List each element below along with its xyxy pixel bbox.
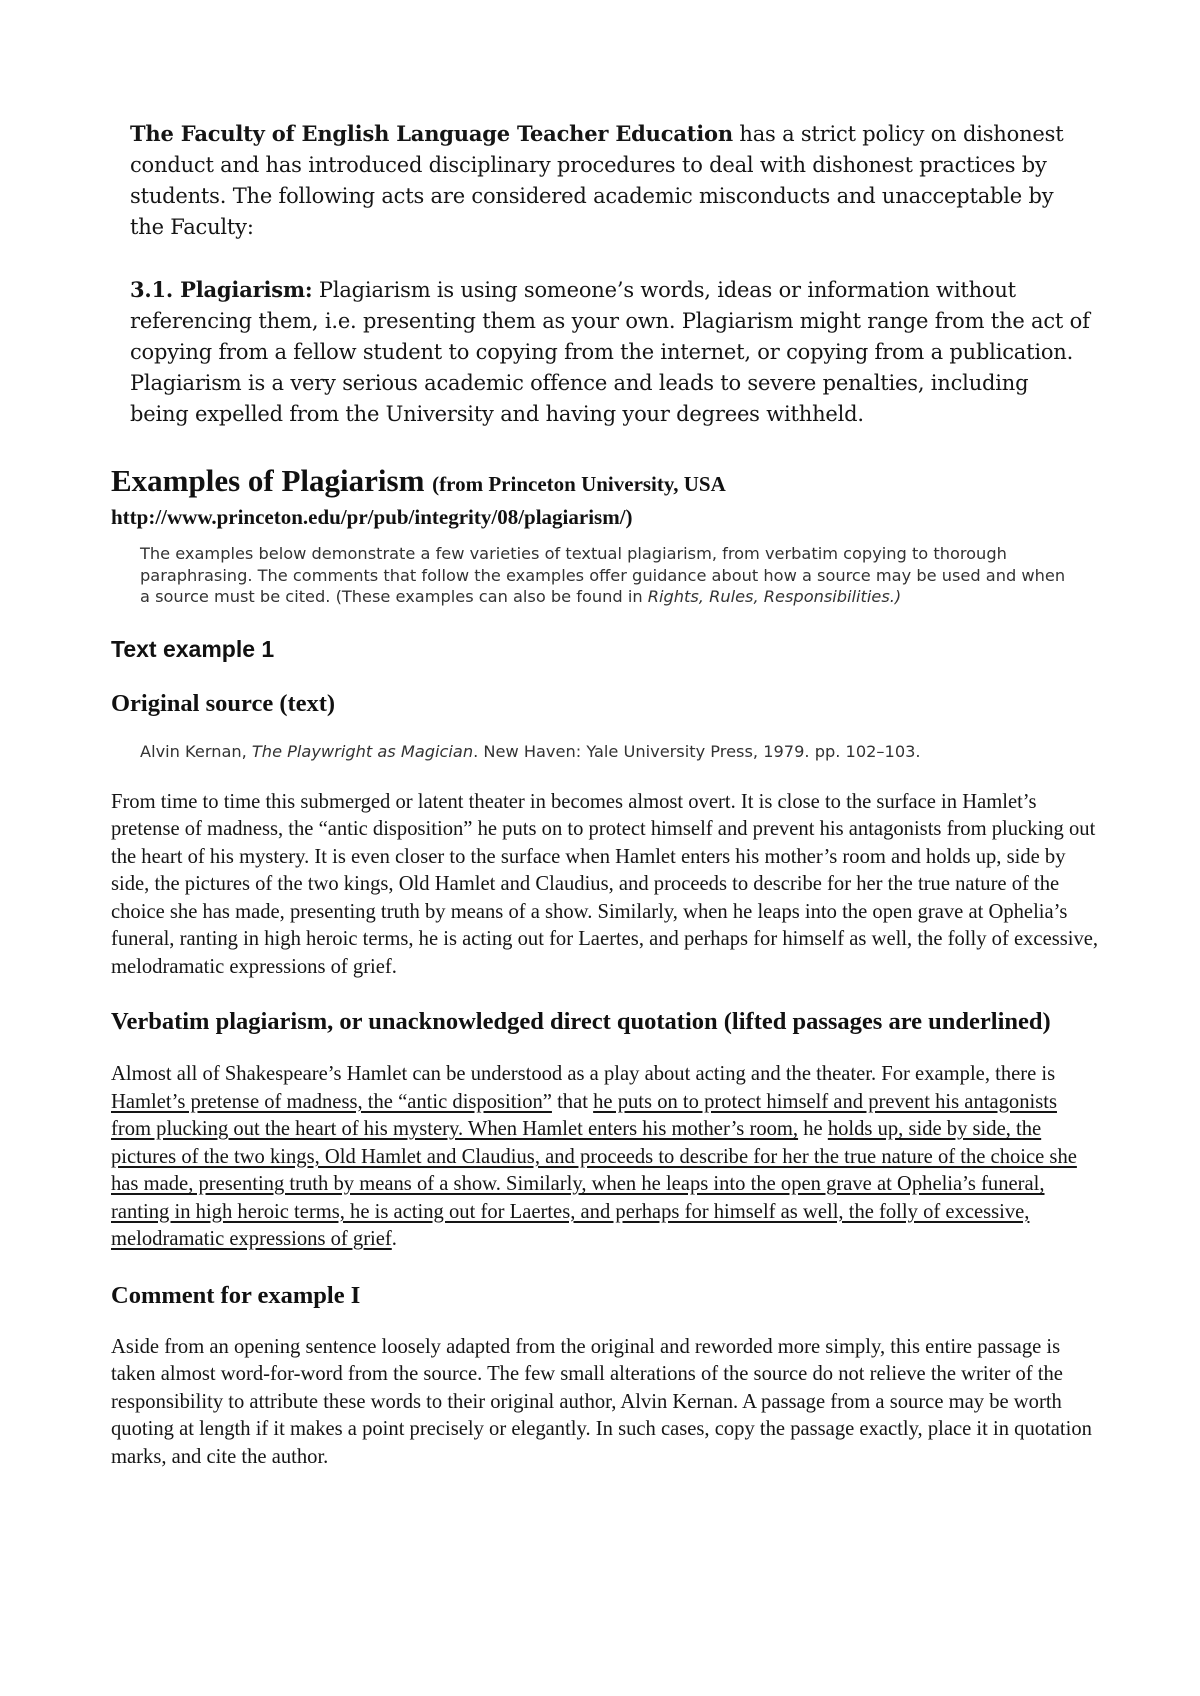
- faculty-name: The Faculty of English Language Teacher Education: [130, 121, 733, 146]
- citation-title: The Playwright as Magician: [251, 741, 474, 761]
- examples-intro-italic: Rights, Rules, Responsibilities.): [647, 587, 902, 606]
- faculty-policy-section: [130, 118, 1090, 430]
- examples-intro-note: [140, 543, 1070, 608]
- comment-heading: Comment for example I: [111, 1281, 361, 1309]
- examples-source: (from Princeton University, USA: [432, 472, 726, 496]
- lifted-passage-3: holds up, side by side, the pictures of the two kings, Old Hamlet and Claudius, and proceeds to describe for her the true nature of the choice she has made, presenting truth by means of a show. Similarly, when he leaps into the open grave at Ophelia’s funeral, ranting in high heroic terms, he is acting out for Laertes, and perhaps for himself as well, the folly of excessive, melodramatic expressions of grief: [111, 1118, 1077, 1250]
- verbatim-text-3: he: [798, 1118, 828, 1140]
- verbatim-heading: Verbatim plagiarism, or unacknowledged direct quotation (lifted passages are underlined): [111, 1008, 1051, 1035]
- text-example-heading: Text example 1: [111, 635, 275, 662]
- examples-title: [111, 463, 1101, 502]
- verbatim-text-2: that: [551, 1090, 594, 1113]
- examples-url: http://www.princeton.edu/pr/pub/integrity/08/plagiarism/): [111, 505, 633, 529]
- plagiarism-label: 3.1. Plagiarism:: [130, 277, 313, 302]
- plagiarism-definition-paragraph: [130, 274, 1090, 430]
- examples-title-text: Examples of Plagiarism: [111, 463, 425, 498]
- faculty-policy-text: has a strict policy on dishonest conduct and has introduced disciplinary procedures to deal with dishonest practices by students. The following acts are considered academic misconducts and unacceptable by the Faculty:: [130, 122, 1064, 239]
- faculty-policy-paragraph: [130, 118, 1090, 243]
- examples-intro-text: The examples below demonstrate a few varieties of textual plagiarism, from verbatim copying to thorough paraphrasing. The comments that follow the examples offer guidance about how a source may be used and when a source must be cited. (These examples can also be found in: [140, 544, 1066, 606]
- original-source-heading: Original source (text): [111, 689, 336, 717]
- comment-text: Aside from an opening sentence loosely adapted from the original and reworded more simply, this entire passage is taken almost word-for-word from the source. The few small alterations of the source do not relieve the writer of the responsibility to attribute these words to their original author, Alvin Kernan. A passage from a source may be worth quoting at length if it makes a point precisely or elegantly. In such cases, copy the passage exactly, place it in quotation marks, and cite the author.: [111, 1335, 1092, 1468]
- source-citation: [140, 741, 1101, 762]
- verbatim-text-1: Almost all of Shakespeare’s Hamlet can be understood as a play about acting and the theater. For example, there is: [111, 1063, 1056, 1085]
- verbatim-text-4: .: [391, 1228, 397, 1250]
- citation-publisher: . New Haven: Yale University Press, 1979. pp. 102–103.: [473, 741, 921, 761]
- original-source-text: From time to time this submerged or latent theater in becomes almost overt. It is close to the surface in Hamlet’s pretense of madness, the “antic disposition” he puts on to protect himself and prevent his antagonists from plucking out the heart of his mystery. It is even closer to the surface when Hamlet enters his mother’s room and holds up, side by side, the pictures of the two kings, Old Hamlet and Claudius, and proceeds to describe for her the true nature of the choice she has made, presenting truth by means of a show. Similarly, when he leaps into the open grave at Ophelia’s funeral, ranting in high heroic terms, he is acting out for Laertes, and perhaps for himself as well, the folly of excessive, melodramatic expressions of grief.: [111, 790, 1099, 978]
- plagiarism-definition-text: Plagiarism is using someone’s words, ideas or information without referencing them, i.e. presenting them as your own. Plagiarism might range from the act of copying from a fellow student to copying from the internet, or copying from a publication. Plagiarism is a very serious academic offence and leads to severe penalties, including being expelled from the University and having your degrees withheld.: [130, 278, 1090, 426]
- lifted-passage-1: Hamlet’s pretense of madness, the “antic disposition”: [111, 1090, 552, 1113]
- examples-section: [111, 463, 1101, 1471]
- verbatim-example-text: [111, 1061, 1101, 1254]
- lifted-passage-2: he puts on to protect himself and prevent his antagonists from plucking out the heart of his mystery. When Hamlet enters his mother’s room,: [111, 1090, 1057, 1140]
- citation-author: Alvin Kernan,: [140, 741, 252, 761]
